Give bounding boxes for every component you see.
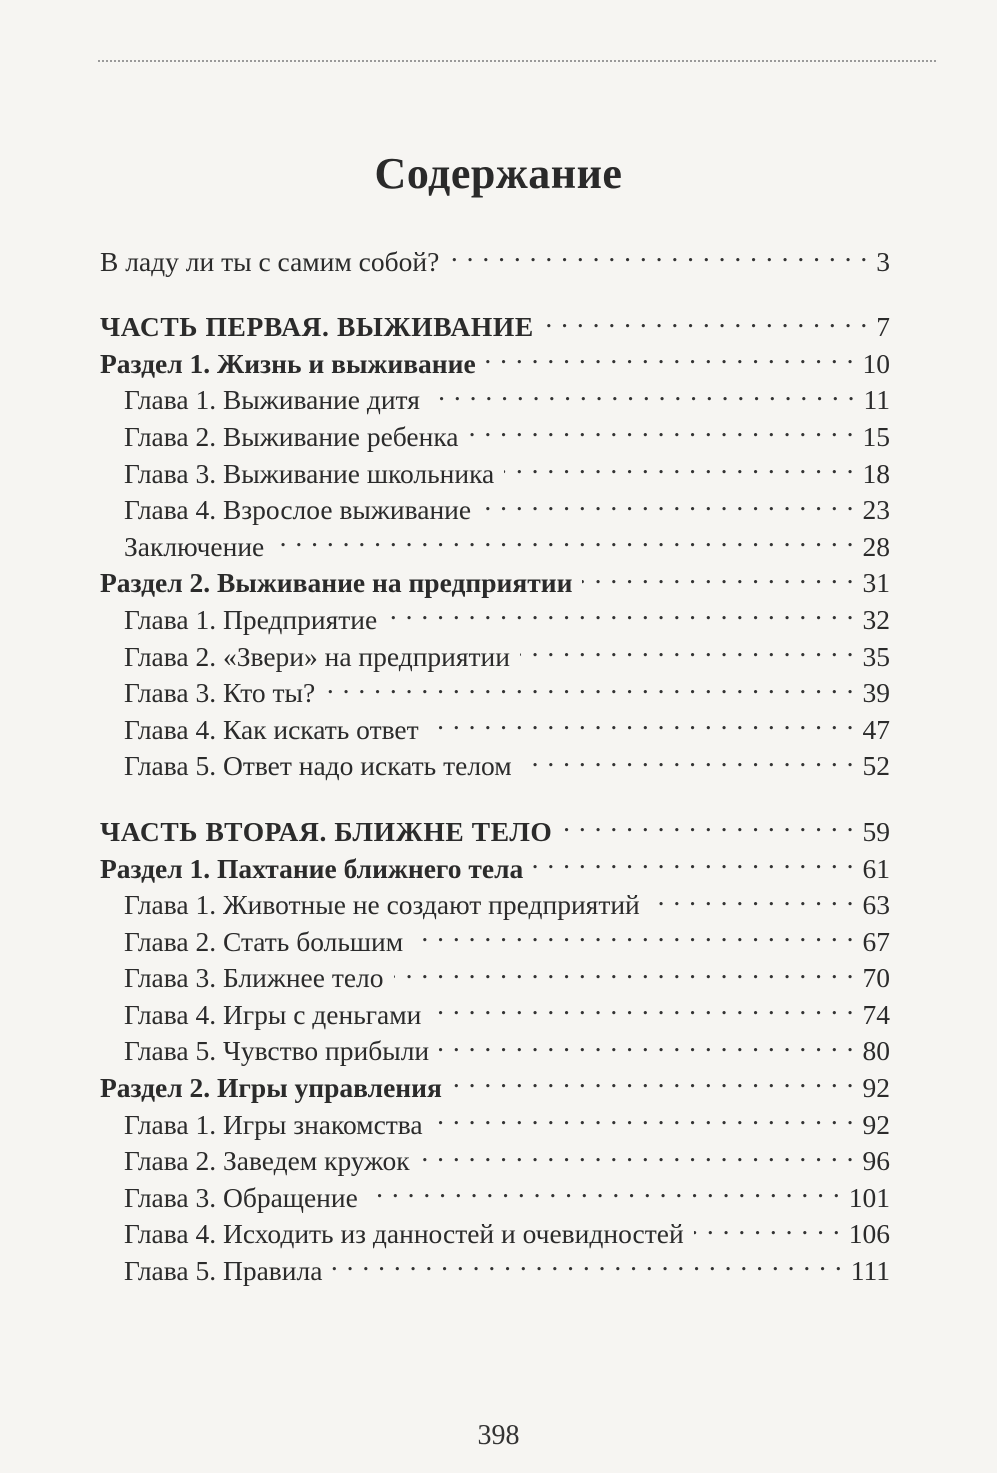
toc-chapter-label: Глава 4. Взрослое выживание (124, 494, 472, 526)
toc-chapter-label: Глава 1. Животные не создают предприятий (124, 889, 640, 921)
dot-leader (430, 373, 856, 410)
toc-chapter-label: Глава 4. Игры с деньгами (124, 998, 422, 1030)
toc-page-number: 80 (862, 1035, 890, 1067)
toc-page-number: 15 (862, 420, 890, 452)
dot-leader (481, 483, 854, 520)
toc-page-number: 52 (862, 750, 890, 782)
dot-leader (520, 629, 855, 666)
toc-chapter-label: Глава 3. Ближнее тело (124, 962, 384, 994)
dot-leader (387, 592, 854, 629)
toc-chapter-label: Глава 5. Чувство прибыли (124, 1035, 430, 1067)
toc-part-1 (100, 300, 890, 343)
toc-chapter-label: Глава 2. Стать большим (124, 925, 404, 957)
header-dotted-rule (98, 60, 936, 62)
toc-chapter-label: Глава 3. Кто ты? (124, 677, 316, 709)
toc-page-number: 92 (862, 1072, 890, 1104)
dot-leader (694, 1207, 841, 1244)
toc-chapter-label: Глава 2. Выживание ребенка (124, 420, 459, 452)
dot-leader (394, 951, 855, 988)
page-number-footer: 398 (477, 1420, 520, 1451)
dot-leader (439, 1024, 854, 1061)
toc-page-number: 63 (862, 889, 890, 921)
toc-page-number: 67 (862, 925, 890, 957)
toc-page-number: 111 (850, 1255, 890, 1287)
toc-chapter-label: Глава 2. «Звери» на предприятии (124, 640, 510, 672)
toc-page-number: 35 (862, 640, 890, 672)
toc-part-label: ЧАСТЬ ВТОРАЯ. БЛИЖНЕ ТЕЛО (100, 815, 553, 847)
toc-entry-label: В ладу ли ты с самим собой? (100, 245, 440, 277)
dot-leader (325, 666, 854, 703)
toc-page-number: 74 (862, 998, 890, 1030)
dot-leader (582, 556, 854, 593)
toc-part-label: ЧАСТЬ ПЕРВАЯ. ВЫЖИВАНИЕ (100, 311, 534, 343)
dot-leader (332, 1243, 842, 1280)
toc-page-number: 31 (862, 567, 890, 599)
toc-chapter-label: Глава 1. Игры знакомства (124, 1108, 423, 1140)
page-title: Содержание (374, 149, 623, 198)
toc-page-number: 106 (848, 1218, 890, 1250)
toc-chapter-label: Глава 4. Как искать ответ (124, 713, 419, 745)
dot-leader (431, 987, 854, 1024)
toc-page-number: 32 (862, 603, 890, 635)
toc-page-number: 101 (848, 1181, 890, 1213)
dot-leader (469, 409, 855, 446)
dot-leader (504, 446, 854, 483)
dot-leader (449, 234, 868, 271)
table-of-contents (100, 234, 890, 1287)
toc-page-number: 70 (862, 962, 890, 994)
toc-chapter-label: Глава 1. Предприятие (124, 603, 378, 635)
toc-page-number: 10 (862, 347, 890, 379)
dot-leader (429, 702, 855, 739)
toc-chapter-label: Глава 5. Ответ надо искать телом (124, 750, 512, 782)
dot-leader (522, 739, 855, 776)
toc-page-number: 11 (863, 384, 890, 416)
toc-page-number: 39 (862, 677, 890, 709)
dot-leader (368, 1170, 841, 1207)
toc-page-number: 18 (862, 457, 890, 489)
dot-leader (544, 300, 868, 337)
toc-page-number: 7 (876, 311, 890, 343)
toc-page-number: 61 (862, 852, 890, 884)
toc-chapter-label: Глава 2. Заведем кружок (124, 1145, 410, 1177)
toc-section-label: Раздел 2. Выживание на предприятии (100, 567, 573, 599)
dot-leader (274, 519, 854, 556)
toc-entry-intro (100, 234, 890, 277)
toc-section-label: Раздел 1. Жизнь и выживание (100, 347, 476, 379)
toc-page-number: 59 (862, 815, 890, 847)
toc-page-number: 92 (862, 1108, 890, 1140)
toc-chapter-label: Глава 5. Правила (124, 1255, 323, 1287)
toc-page-number: 28 (862, 530, 890, 562)
toc-part-2 (100, 804, 890, 847)
toc-chapter-label: Глава 3. Обращение (124, 1181, 358, 1213)
dot-leader (486, 336, 855, 373)
dot-leader (420, 1134, 855, 1171)
toc-chapter-label: Глава 3. Выживание школьника (124, 457, 495, 489)
toc-chapter-label: Глава 4. Исходить из данностей и очевидностей (124, 1218, 684, 1250)
dot-leader (533, 841, 854, 878)
toc-page-number: 47 (862, 713, 890, 745)
toc-chapter-label: Заключение (124, 530, 265, 562)
toc-page-number: 96 (862, 1145, 890, 1177)
dot-leader (562, 804, 854, 841)
dot-leader (452, 1060, 855, 1097)
toc-chapter-label: Глава 1. Выживание дитя (124, 384, 420, 416)
toc-section-label: Раздел 1. Пахтание ближнего тела (100, 852, 524, 884)
toc-section-label: Раздел 2. Игры управления (100, 1072, 442, 1104)
toc-page-number: 3 (876, 245, 890, 277)
toc-page-number: 23 (862, 494, 890, 526)
dot-leader (433, 1097, 855, 1134)
dot-leader (413, 914, 854, 951)
dot-leader (650, 878, 855, 915)
